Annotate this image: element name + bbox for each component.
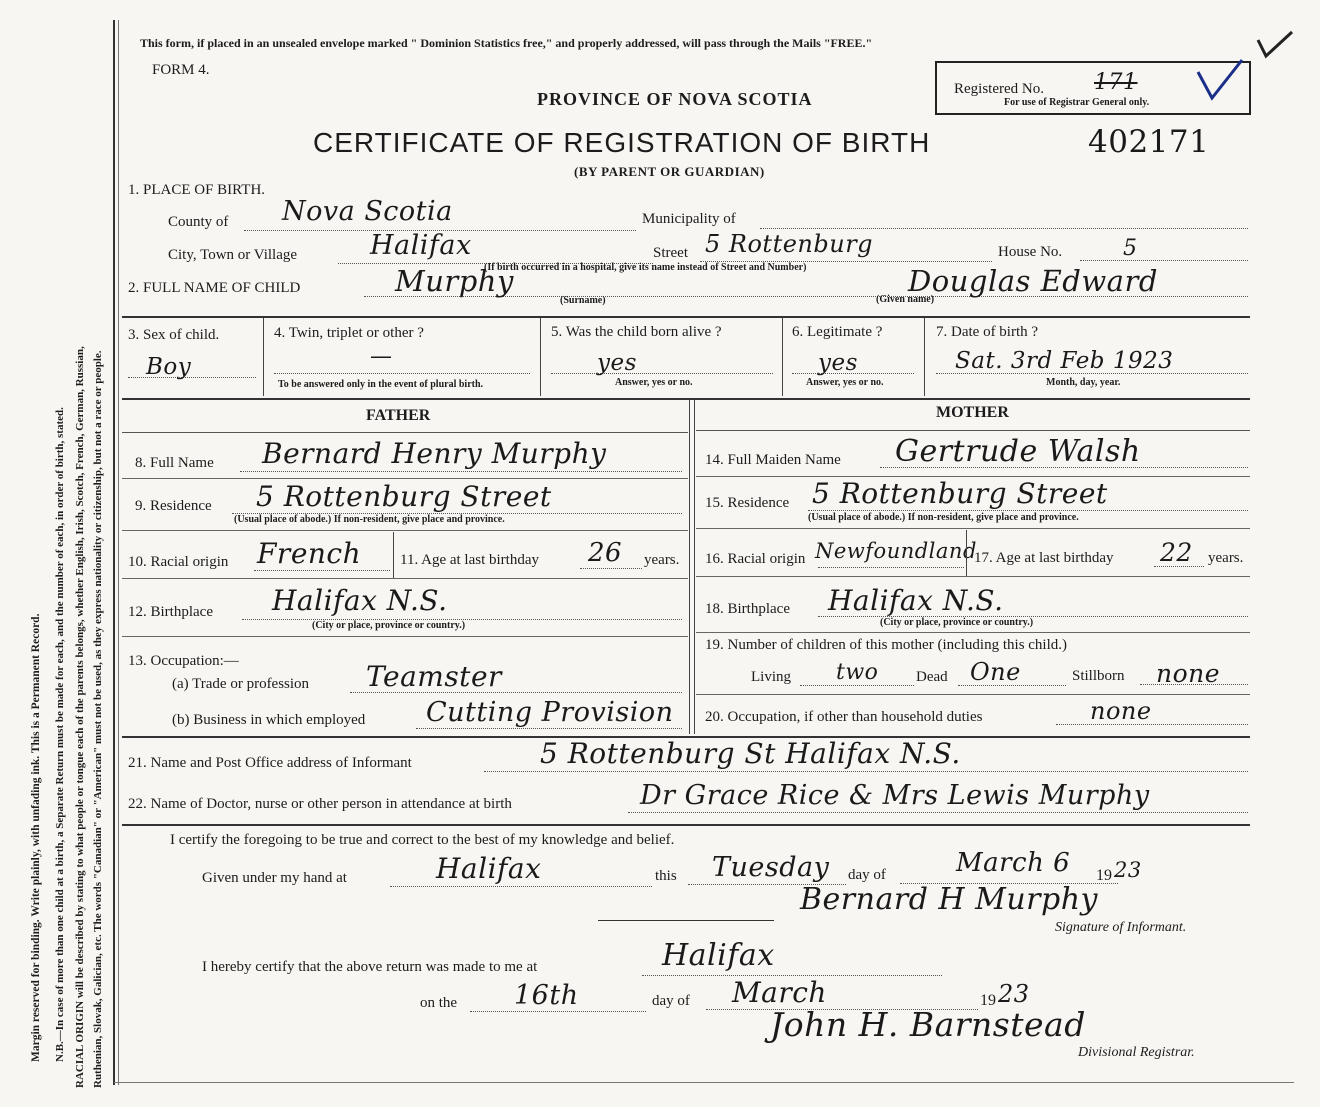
legitimate-note: Answer, yes or no. bbox=[806, 377, 884, 388]
father-business-value: Cutting Provision bbox=[426, 697, 674, 728]
mother-race-label: 16. Racial origin bbox=[705, 551, 806, 567]
informant-signature-label: Signature of Informant. bbox=[1055, 920, 1187, 935]
house-value: 5 bbox=[1123, 236, 1138, 261]
rule-mother-5 bbox=[696, 694, 1250, 695]
father-name-value: Bernard Henry Murphy bbox=[262, 437, 607, 470]
registrar-certify-line: I hereby certify that the above return was made to me at bbox=[202, 959, 538, 975]
alive-note: Answer, yes or no. bbox=[615, 377, 693, 388]
father-years-label: years. bbox=[644, 552, 680, 568]
rule-father-3 bbox=[122, 578, 688, 579]
surname-caption: (Surname) bbox=[560, 295, 606, 306]
municipality-line bbox=[760, 228, 1248, 229]
mother-race-value: Newfoundland bbox=[815, 539, 977, 563]
living-label: Living bbox=[751, 669, 791, 685]
binding-margin-line bbox=[113, 20, 115, 1085]
twin-label: 4. Twin, triplet or other ? bbox=[274, 325, 424, 341]
twin-note: To be answered only in the event of plural birth. bbox=[278, 379, 484, 390]
alive-line bbox=[551, 373, 773, 374]
county-label: County of bbox=[168, 214, 229, 230]
mother-race-line bbox=[818, 567, 964, 568]
father-business-line bbox=[416, 728, 682, 729]
reg-place-value: Halifax bbox=[662, 938, 775, 973]
given-caption: (Given name) bbox=[876, 294, 935, 305]
municipality-label: Municipality of bbox=[642, 211, 736, 227]
mother-residence-line bbox=[808, 510, 1248, 511]
rule-father-4 bbox=[122, 636, 688, 637]
children-count-label: 19. Number of children of this mother (including this child.) bbox=[705, 637, 1068, 653]
father-occupation-label: 13. Occupation:— bbox=[128, 653, 239, 669]
reg-day-of-label: day of bbox=[652, 993, 690, 1009]
registrar-signature: John H. Barnstead bbox=[770, 1005, 1086, 1044]
stillborn-value: none bbox=[1156, 659, 1221, 688]
binding-margin-line-inner bbox=[118, 20, 119, 1085]
registered-note: For use of Registrar General only. bbox=[1004, 97, 1150, 108]
given-place-line bbox=[390, 886, 652, 887]
dob-value: Sat. 3rd Feb 1923 bbox=[955, 348, 1174, 374]
margin-note-racial-origin-1: RACIAL ORIGIN will be described by stating to what people or tongue each of the parents belongs, whether English, Irish, Scotch, French, German, Russian, bbox=[74, 346, 86, 1088]
margin-note-racial-origin-2: Ruthenian, Slovak, Galician, etc. The words "Canadian" or "American" must not be used, as they express nationality or citizenship, but not a race or people. bbox=[92, 350, 104, 1088]
rule-father-1 bbox=[122, 478, 688, 479]
informant-value: 5 Rottenburg St Halifax N.S. bbox=[540, 737, 961, 770]
child-name-label: 2. FULL NAME OF CHILD bbox=[128, 280, 301, 296]
rule-above-cert bbox=[122, 824, 1250, 826]
reg-day-value: 16th bbox=[514, 980, 579, 1011]
form-number: FORM 4. bbox=[152, 62, 210, 78]
row3-divider-1 bbox=[263, 318, 264, 396]
father-residence-label: 9. Residence bbox=[135, 498, 212, 514]
mother-residence-label: 15. Residence bbox=[705, 495, 790, 511]
alive-label: 5. Was the child born alive ? bbox=[551, 324, 722, 340]
dead-label: Dead bbox=[916, 669, 948, 685]
province-heading: PROVINCE OF NOVA SCOTIA bbox=[537, 89, 813, 109]
child-surname-value: Murphy bbox=[395, 264, 514, 298]
mother-birthplace-value: Halifax N.S. bbox=[828, 584, 1004, 617]
parents-center-divider-2 bbox=[694, 400, 695, 734]
father-age-label: 11. Age at last birthday bbox=[400, 552, 539, 568]
checkmark-icon bbox=[1190, 56, 1250, 116]
twin-value: — bbox=[370, 344, 393, 369]
on-the-label: on the bbox=[420, 995, 458, 1011]
reg-year-prefix: 19 bbox=[980, 992, 996, 1009]
given-place-value: Halifax bbox=[436, 852, 542, 885]
father-birthplace-note: (City or place, province or country.) bbox=[312, 620, 466, 631]
mother-years-label: years. bbox=[1208, 550, 1244, 566]
day-of-label: day of bbox=[848, 867, 886, 883]
mother-occupation-line bbox=[1056, 724, 1248, 725]
registered-value: 171 bbox=[1094, 70, 1138, 95]
bottom-rule bbox=[114, 1082, 1294, 1083]
dob-label: 7. Date of birth ? bbox=[936, 324, 1039, 340]
reg-month-value: March bbox=[732, 976, 827, 1009]
stillborn-label: Stillborn bbox=[1072, 668, 1125, 684]
mother-occupation-label: 20. Occupation, if other than household duties bbox=[705, 709, 983, 725]
registered-label: Registered No. bbox=[954, 81, 1044, 97]
twin-line bbox=[274, 373, 530, 374]
certificate-title: CERTIFICATE OF REGISTRATION OF BIRTH bbox=[313, 127, 931, 158]
informant-label: 21. Name and Post Office address of Informant bbox=[128, 755, 412, 771]
father-birthplace-label: 12. Birthplace bbox=[128, 604, 213, 620]
father-trade-label: (a) Trade or profession bbox=[172, 676, 310, 692]
certify-statement: I certify the foregoing to be true and correct to the best of my knowledge and belief. bbox=[170, 832, 675, 848]
this-label: this bbox=[655, 868, 677, 884]
county-value: Nova Scotia bbox=[282, 196, 453, 227]
house-line bbox=[1080, 260, 1248, 261]
certificate-subtitle: (BY PARENT OR GUARDIAN) bbox=[574, 164, 765, 179]
rule-under-headings bbox=[122, 432, 688, 433]
rule-top-row3 bbox=[122, 316, 1250, 318]
informant-line bbox=[484, 771, 1248, 772]
mother-age-label: 17. Age at last birthday bbox=[974, 550, 1114, 566]
attendant-line bbox=[628, 812, 1248, 813]
mother-name-value: Gertrude Walsh bbox=[895, 434, 1141, 469]
margin-note-binding: Margin reserved for binding. Write plainly, with unfading ink. This is a Permanent Record. bbox=[30, 613, 42, 1062]
certificate-number: 402171 bbox=[1088, 124, 1210, 160]
rule-mother-2 bbox=[696, 528, 1250, 529]
father-age-line bbox=[580, 568, 642, 569]
mother-occupation-value: none bbox=[1090, 697, 1152, 725]
margin-note-multiple-birth: N.B.—In case of more than one child at a birth, a Separate Return must be made for each, and the number of each, in order of birth, stated. bbox=[54, 407, 66, 1062]
city-value: Halifax bbox=[370, 230, 472, 261]
father-race-divider bbox=[393, 532, 394, 578]
child-given-value: Douglas Edward bbox=[908, 264, 1158, 298]
rule-top-parents bbox=[122, 398, 1250, 400]
registrar-signature-label: Divisional Registrar. bbox=[1078, 1045, 1195, 1060]
father-race-label: 10. Racial origin bbox=[128, 554, 229, 570]
father-name-label: 8. Full Name bbox=[135, 455, 214, 471]
dead-value: One bbox=[970, 658, 1021, 686]
year-prefix: 19 bbox=[1096, 867, 1112, 884]
city-label: City, Town or Village bbox=[168, 247, 298, 263]
mail-notice: This form, if placed in an unsealed envelope marked " Dominion Statistics free," and properly addressed, will pass through the Mails "FREE." bbox=[140, 36, 873, 50]
street-value: 5 Rottenburg bbox=[705, 230, 874, 258]
reg-day-line bbox=[470, 1011, 646, 1012]
parents-center-divider bbox=[689, 400, 690, 734]
alive-value: yes bbox=[597, 350, 637, 376]
row3-divider-2 bbox=[540, 318, 541, 396]
living-line bbox=[800, 685, 914, 686]
dob-note: Month, day, year. bbox=[1046, 377, 1121, 388]
legitimate-value: yes bbox=[818, 350, 858, 376]
informant-signature-line bbox=[598, 920, 774, 921]
father-trade-value: Teamster bbox=[366, 660, 502, 693]
place-of-birth-label: 1. PLACE OF BIRTH. bbox=[128, 182, 266, 198]
rule-mother-4 bbox=[696, 632, 1250, 633]
row3-divider-3 bbox=[782, 318, 783, 396]
sex-value: Boy bbox=[146, 354, 192, 380]
father-race-line bbox=[254, 570, 390, 571]
mother-age-value: 22 bbox=[1160, 538, 1193, 567]
hospital-note: (If birth occurred in a hospital, give its name instead of Street and Number) bbox=[484, 262, 807, 273]
this-day-value: Tuesday bbox=[712, 852, 830, 883]
year-value: 23 bbox=[1114, 858, 1142, 882]
father-business-label: (b) Business in which employed bbox=[172, 712, 366, 728]
sex-label: 3. Sex of child. bbox=[128, 327, 220, 343]
father-name-line bbox=[240, 471, 682, 472]
mother-birthplace-note: (City or place, province or country.) bbox=[880, 617, 1034, 628]
rule-father-2 bbox=[122, 530, 688, 531]
father-residence-note: (Usual place of abode.) If non-resident, give place and province. bbox=[234, 514, 505, 525]
mother-race-divider bbox=[966, 530, 967, 576]
informant-signature: Bernard H Murphy bbox=[800, 882, 1098, 917]
father-heading: FATHER bbox=[366, 407, 431, 424]
row3-divider-4 bbox=[924, 318, 925, 396]
given-under-label: Given under my hand at bbox=[202, 870, 347, 886]
legitimate-label: 6. Legitimate ? bbox=[792, 324, 883, 340]
attendant-label: 22. Name of Doctor, nurse or other person in attendance at birth bbox=[128, 796, 512, 812]
rule-under-headings-right bbox=[696, 430, 1250, 431]
mother-residence-value: 5 Rottenburg Street bbox=[812, 477, 1108, 510]
attendant-value: Dr Grace Rice & Mrs Lewis Murphy bbox=[640, 780, 1150, 811]
mother-heading: MOTHER bbox=[936, 404, 1009, 421]
father-age-value: 26 bbox=[588, 538, 623, 568]
father-birthplace-value: Halifax N.S. bbox=[272, 584, 448, 617]
street-label: Street bbox=[653, 245, 688, 261]
father-residence-value: 5 Rottenburg Street bbox=[256, 480, 552, 513]
reg-year-value: 23 bbox=[998, 980, 1030, 1008]
mother-name-label: 14. Full Maiden Name bbox=[705, 452, 841, 468]
rule-mother-3 bbox=[696, 576, 1250, 577]
mother-residence-note: (Usual place of abode.) If non-resident, give place and province. bbox=[808, 512, 1079, 523]
mother-birthplace-label: 18. Birthplace bbox=[705, 601, 790, 617]
living-value: two bbox=[836, 660, 879, 685]
house-label: House No. bbox=[998, 244, 1063, 260]
month-value: March 6 bbox=[956, 848, 1071, 878]
father-race-value: French bbox=[257, 537, 362, 570]
corner-checkmark-icon bbox=[1256, 30, 1296, 60]
